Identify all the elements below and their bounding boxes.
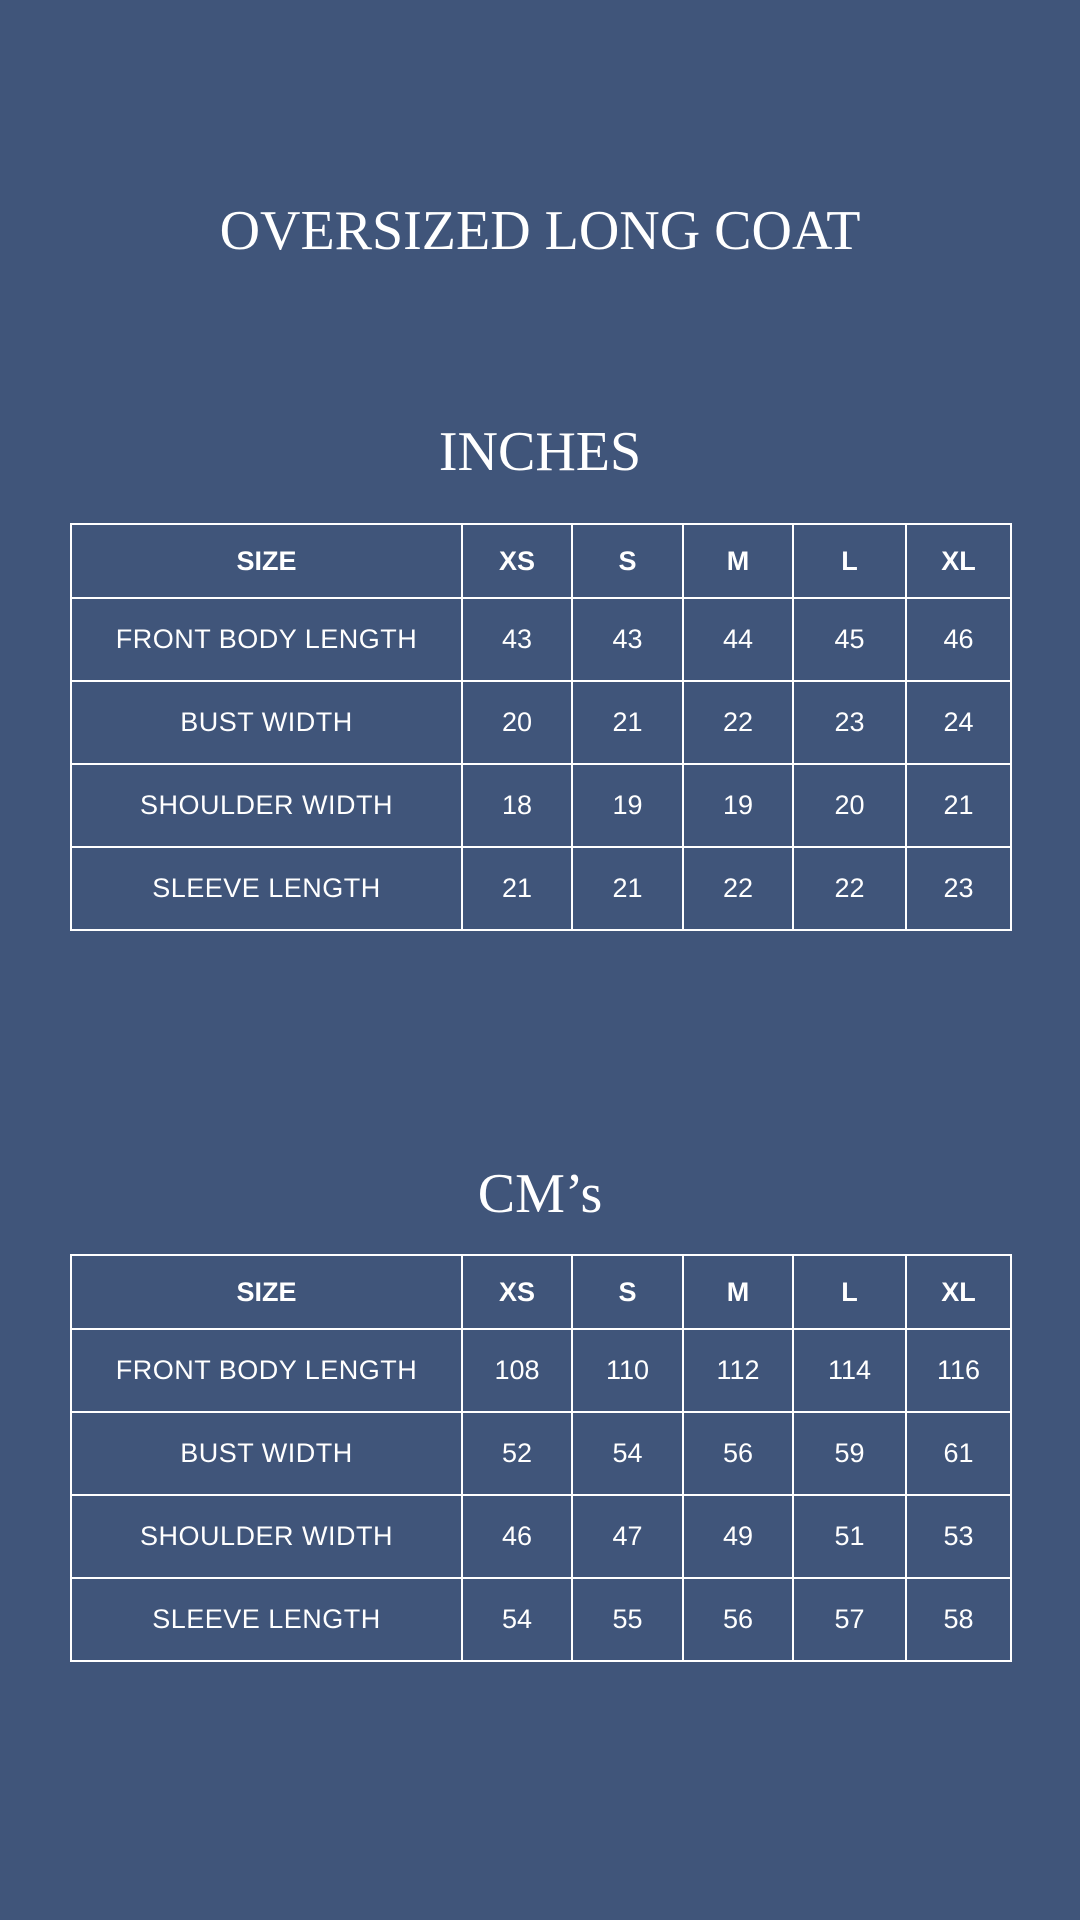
table-cell: 21 [462,847,572,930]
table-cell: 110 [572,1329,683,1412]
table-cell: 58 [906,1578,1011,1661]
row-label: SLEEVE LENGTH [71,847,462,930]
table-cell: 56 [683,1578,793,1661]
table-cell: 46 [906,598,1011,681]
cms-heading: CM’s [477,1163,603,1225]
table-cell: 23 [906,847,1011,930]
table-cell: 51 [793,1495,906,1578]
table-header-row [71,524,1011,598]
header-m: M [683,1255,793,1329]
header-s: S [572,524,683,598]
table-cell: 21 [572,847,683,930]
table-cell: 108 [462,1329,572,1412]
row-label: FRONT BODY LENGTH [71,1329,462,1412]
table-cell: 20 [462,681,572,764]
table-cell: 61 [906,1412,1011,1495]
table-cell: 46 [462,1495,572,1578]
header-xs: XS [462,524,572,598]
table-header-row [71,1255,1011,1329]
table-cell: 49 [683,1495,793,1578]
table-cell: 22 [793,847,906,930]
table-cell: 55 [572,1578,683,1661]
table-row [71,1578,1011,1661]
table-row [71,1412,1011,1495]
table-cell: 43 [572,598,683,681]
table-cell: 44 [683,598,793,681]
table-cell: 52 [462,1412,572,1495]
page-title: OVERSIZED LONG COAT [219,200,861,262]
table-cell: 112 [683,1329,793,1412]
header-l: L [793,524,906,598]
table-cell: 114 [793,1329,906,1412]
row-label: SHOULDER WIDTH [71,764,462,847]
header-size: SIZE [71,524,462,598]
table-row [71,1329,1011,1412]
table-cell: 21 [572,681,683,764]
table-cell: 24 [906,681,1011,764]
table-cell: 18 [462,764,572,847]
header-size: SIZE [71,1255,462,1329]
header-l: L [793,1255,906,1329]
table-cell: 47 [572,1495,683,1578]
inches-size-table [70,523,1012,931]
table-cell: 57 [793,1578,906,1661]
table-row [71,764,1011,847]
header-xs: XS [462,1255,572,1329]
table-cell: 59 [793,1412,906,1495]
row-label: SHOULDER WIDTH [71,1495,462,1578]
header-m: M [683,524,793,598]
header-xl: XL [906,1255,1011,1329]
cms-size-table [70,1254,1012,1662]
row-label: BUST WIDTH [71,1412,462,1495]
inches-heading: INCHES [438,421,642,483]
table-cell: 21 [906,764,1011,847]
table-cell: 23 [793,681,906,764]
table-row [71,681,1011,764]
table-cell: 19 [572,764,683,847]
table-cell: 22 [683,847,793,930]
table-row [71,847,1011,930]
table-cell: 116 [906,1329,1011,1412]
table-row [71,1495,1011,1578]
table-cell: 53 [906,1495,1011,1578]
table-cell: 20 [793,764,906,847]
table-cell: 22 [683,681,793,764]
table-cell: 43 [462,598,572,681]
table-cell: 45 [793,598,906,681]
row-label: BUST WIDTH [71,681,462,764]
row-label: SLEEVE LENGTH [71,1578,462,1661]
table-cell: 19 [683,764,793,847]
table-row [71,598,1011,681]
table-cell: 56 [683,1412,793,1495]
table-cell: 54 [572,1412,683,1495]
row-label: FRONT BODY LENGTH [71,598,462,681]
header-s: S [572,1255,683,1329]
header-xl: XL [906,524,1011,598]
table-cell: 54 [462,1578,572,1661]
